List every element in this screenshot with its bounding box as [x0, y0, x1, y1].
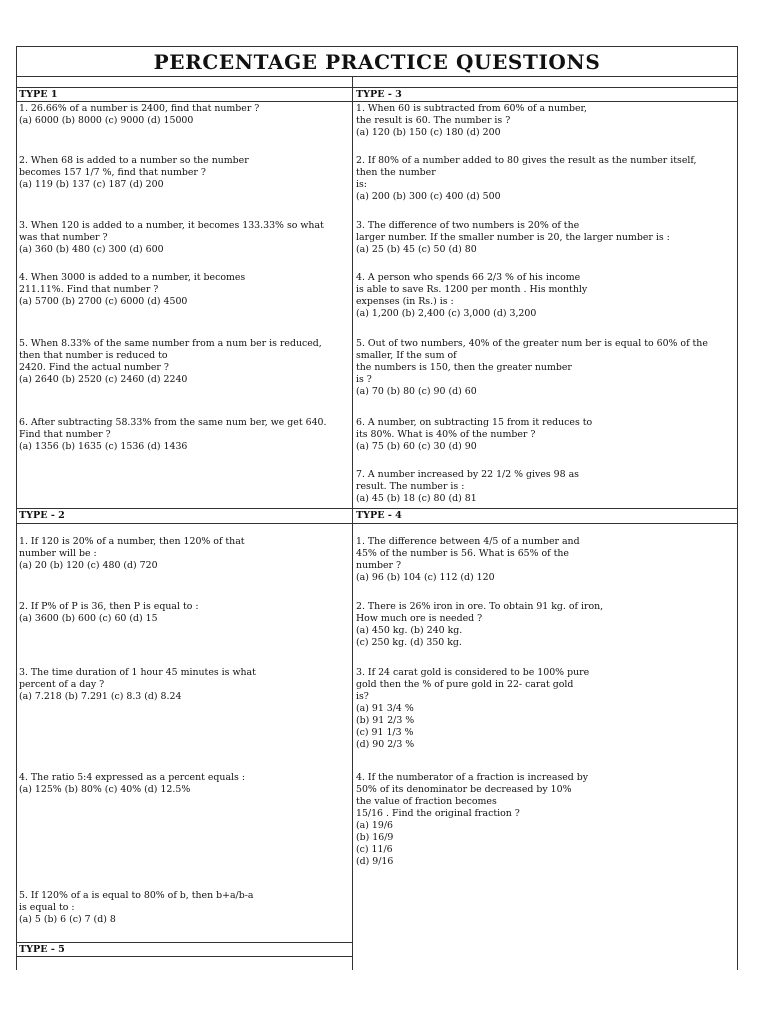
type2-question-5: 5. If 120% of a is equal to 80% of b, then b+a/b-a is equal to : (a) 5 (b) 6 (c) 7 (d) 8	[19, 890, 254, 925]
type1-question-6: 6. After subtracting 58.33% from the same num ber, we get 640. Find that number ? (a) 1356 (b) 1635 (c) 1536 (d) 1436	[19, 417, 327, 452]
type3-question-6: 6. A number, on subtracting 15 from it reduces to its 80%. What is 40% of the number ? (a) 75 (b) 60 (c) 30 (d) 90	[356, 417, 593, 452]
section-divider-1	[16, 508, 738, 509]
type2-question-1: 1. If 120 is 20% of a number, then 120% of that number will be : (a) 20 (b) 120 (c) 480 (d) 720	[19, 536, 245, 571]
type2-question-4: 4. The ratio 5:4 expressed as a percent equals : (a) 125% (b) 80% (c) 40% (d) 12.5%	[19, 772, 245, 795]
type1-question-5: 5. When 8.33% of the same number from a num ber is reduced, then that number is reduced to 2420. Find the actual number ? (a) 2640 (b) 2520 (c) 2460 (d) 2240	[19, 338, 322, 385]
type1-question-1: 1. 26.66% of a number is 2400, find that number ? (a) 6000 (b) 8000 (c) 9000 (d) 15000	[19, 103, 260, 126]
header-row-1-bottom	[16, 101, 738, 102]
type1-question-2: 2. When 68 is added to a number so the number becomes 157 1/7 %, find that number ? (a) 119 (b) 137 (c) 187 (d) 200	[19, 155, 249, 190]
type3-question-5: 5. Out of two numbers, 40% of the greater num ber is equal to 60% of the smaller, If the sum of the numbers is 150, then the greater number is ? (a) 70 (b) 80 (c) 90 (d) 60	[356, 338, 708, 397]
type5-row-top	[16, 942, 353, 943]
type5-row-bottom	[16, 956, 353, 957]
type1-question-4: 4. When 3000 is added to a number, it becomes 211.11%. Find that number ? (a) 5700 (b) 2700 (c) 6000 (d) 4500	[19, 272, 246, 307]
type3-question-4: 4. A person who spends 66 2/3 % of his income is able to save Rs. 1200 per month . His monthly expenses (in Rs.) is : (a) 1,200 (b) 2,400 (c) 3,000 (d) 3,200	[356, 272, 588, 319]
type4-header: TYPE - 4	[356, 510, 402, 521]
type4-question-4: 4. If the numberator of a fraction is increased by 50% of its denominator be decreased by 10% the value of fraction becomes 15/16 . Find the original fraction ? (a) 19/6 (b) 16/9 (c) 11/6 (d) 9/16	[356, 772, 589, 867]
type4-question-3: 3. If 24 carat gold is considered to be 100% pure gold then the % of pure gold in 22- carat gold is? (a) 91 3/4 % (b) 91 2/3 % (c) 91 1/3 % (d) 90 2/3 %	[356, 667, 590, 750]
type3-header: TYPE - 3	[356, 89, 402, 100]
type4-question-2: 2. There is 26% iron in ore. To obtain 91 kg. of iron, How much ore is needed ? (a) 450 kg. (b) 240 kg. (c) 250 kg. (d) 350 kg.	[356, 601, 604, 648]
header-row-2-bottom	[16, 523, 738, 524]
spacer-row-bottom	[16, 87, 738, 88]
type2-question-3: 3. The time duration of 1 hour 45 minutes is what percent of a day ? (a) 7.218 (b) 7.291 (c) 8.3 (d) 8.24	[19, 667, 256, 702]
type4-question-1: 1. The difference between 4/5 of a number and 45% of the number is 56. What is 65% of the number ? (a) 96 (b) 104 (c) 112 (d) 120	[356, 536, 580, 583]
type1-question-3: 3. When 120 is added to a number, it becomes 133.33% so what was that number ? (a) 360 (b) 480 (c) 300 (d) 600	[19, 220, 324, 255]
table-border-top	[16, 46, 738, 47]
type3-question-2: 2. If 80% of a number added to 80 gives the result as the number itself, then the number is: (a) 200 (b) 300 (c) 400 (d) 500	[356, 155, 697, 202]
type3-question-7: 7. A number increased by 22 1/2 % gives 98 as result. The number is : (a) 45 (b) 18 (c) 80 (d) 81	[356, 469, 579, 504]
type1-header: TYPE 1	[19, 89, 58, 100]
type3-question-1: 1. When 60 is subtracted from 60% of a number, the result is 60. The number is ? (a) 120 (b) 150 (c) 180 (d) 200	[356, 103, 587, 138]
type3-question-3: 3. The difference of two numbers is 20% of the larger number. If the smaller number is 20, the larger number is : (a) 25 (b) 45 (c) 50 (d) 80	[356, 220, 670, 255]
type2-header: TYPE - 2	[19, 510, 65, 521]
page-title: PERCENTAGE PRACTICE QUESTIONS	[153, 50, 601, 74]
title-row-bottom	[16, 76, 738, 77]
type5-header: TYPE - 5	[19, 944, 65, 955]
type2-question-2: 2. If P% of P is 36, then P is equal to : (a) 3600 (b) 600 (c) 60 (d) 15	[19, 601, 199, 624]
